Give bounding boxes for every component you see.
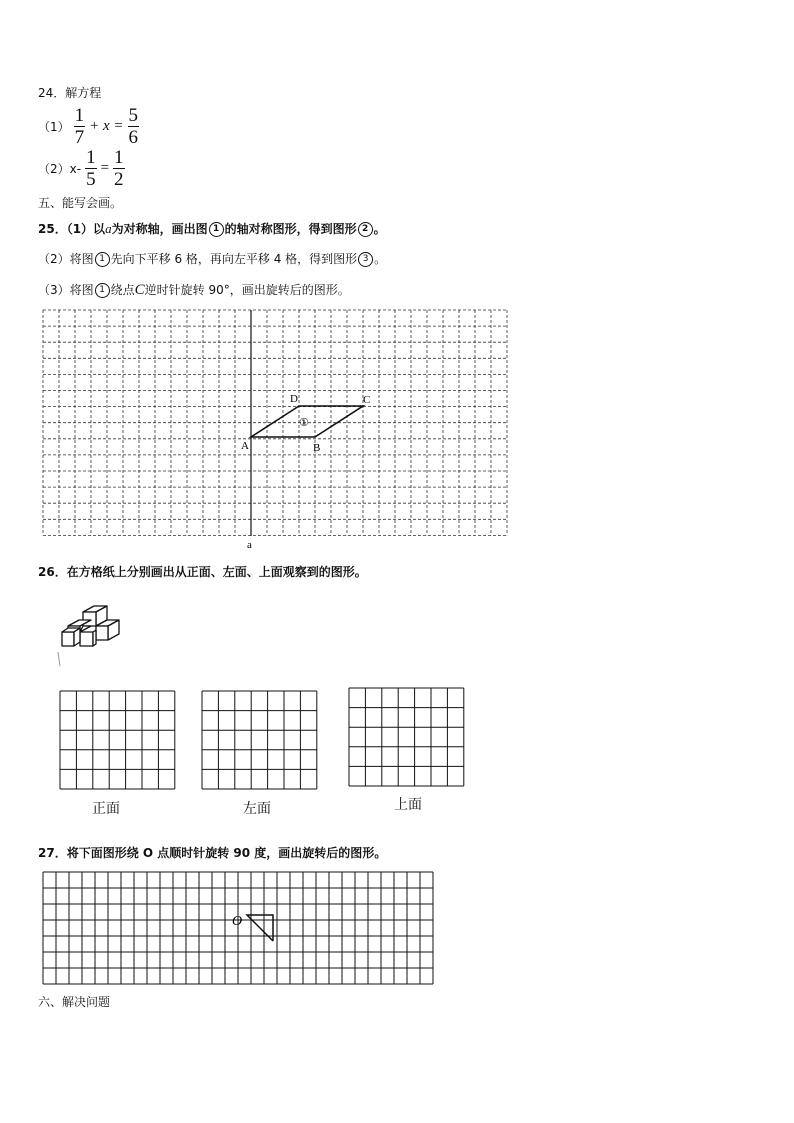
q26-grids [0,680,794,800]
q25-line1-middle: 为对称轴，画出图 [111,222,208,236]
figure-1-marker: 1 [95,252,110,267]
q25-line3-end: 逆时针旋转 90°，画出旋转后的图形。 [144,283,350,297]
q25-line1-end: 。 [373,222,386,236]
q25-axis-symbol: a [105,221,112,236]
eq1-middle: + x = [89,118,124,134]
eq2-label: （2）x- [38,162,82,176]
view-label-front: 正面 [92,801,120,817]
q25-line2-end: 。 [374,252,387,266]
q24-heading: 24．解方程 [38,86,102,100]
q27-grid[interactable] [0,860,794,990]
top-view-grid[interactable] [349,688,464,786]
q25-point-c: C [134,282,145,298]
q27-question: 27．将下面图形绕 O 点顺时针旋转 90 度，画出旋转后的图形。 [38,846,387,860]
left-view-grid[interactable] [202,691,317,789]
cube-stack-drawing [54,600,140,666]
eq2-frac2-numerator: 1 [114,147,124,168]
eq1-frac1-denominator: 7 [74,127,85,148]
section-5-heading: 五、能写会画。 [38,196,123,210]
figure-1-label: ① [299,417,309,429]
point-c-label: C [363,394,371,406]
eq1-frac2-denominator: 6 [128,127,139,148]
figure-1-marker: 1 [209,222,224,237]
eq1-frac1-numerator: 1 [74,105,85,126]
eq1-frac2-numerator: 5 [128,105,139,126]
eq2-frac1-denominator: 5 [86,169,96,190]
q25-line3-middle: 绕点 [110,283,135,297]
q25-line2-prefix: （2）将图 [38,252,94,266]
q26-question: 26．在方格纸上分别画出从正面、左面、上面观察到的图形。 [38,565,367,579]
q25-line3-prefix: （3）将图 [38,283,94,297]
figure-2-marker: 2 [358,222,373,237]
q25-dashed-grid [0,0,794,560]
figure-1-marker: 1 [95,283,110,298]
point-b-label: B [313,442,321,454]
q25-line1-prefix: 25．（1）以 [38,222,106,236]
figure-3-marker: 3 [358,252,373,267]
point-a-label: A [241,440,249,452]
q25-line1-middle2: 的轴对称图形，得到图形 [224,222,357,236]
q25-line2-middle: 先向下平移 6 格，再向左平移 4 格，得到图形 [110,252,358,266]
point-o-label: O [232,914,243,929]
eq2-frac2-denominator: 2 [114,169,124,190]
view-label-top: 上面 [394,797,422,813]
point-d-label: D [290,393,298,405]
view-label-left: 左面 [243,801,271,817]
section-6-heading: 六、解决问题 [38,995,111,1009]
eq1-label: （1） [38,120,70,134]
eq2-frac1-numerator: 1 [86,147,96,168]
front-view-grid[interactable] [60,691,175,789]
axis-a-label: a [247,539,252,551]
eq2-middle: = [100,160,110,176]
